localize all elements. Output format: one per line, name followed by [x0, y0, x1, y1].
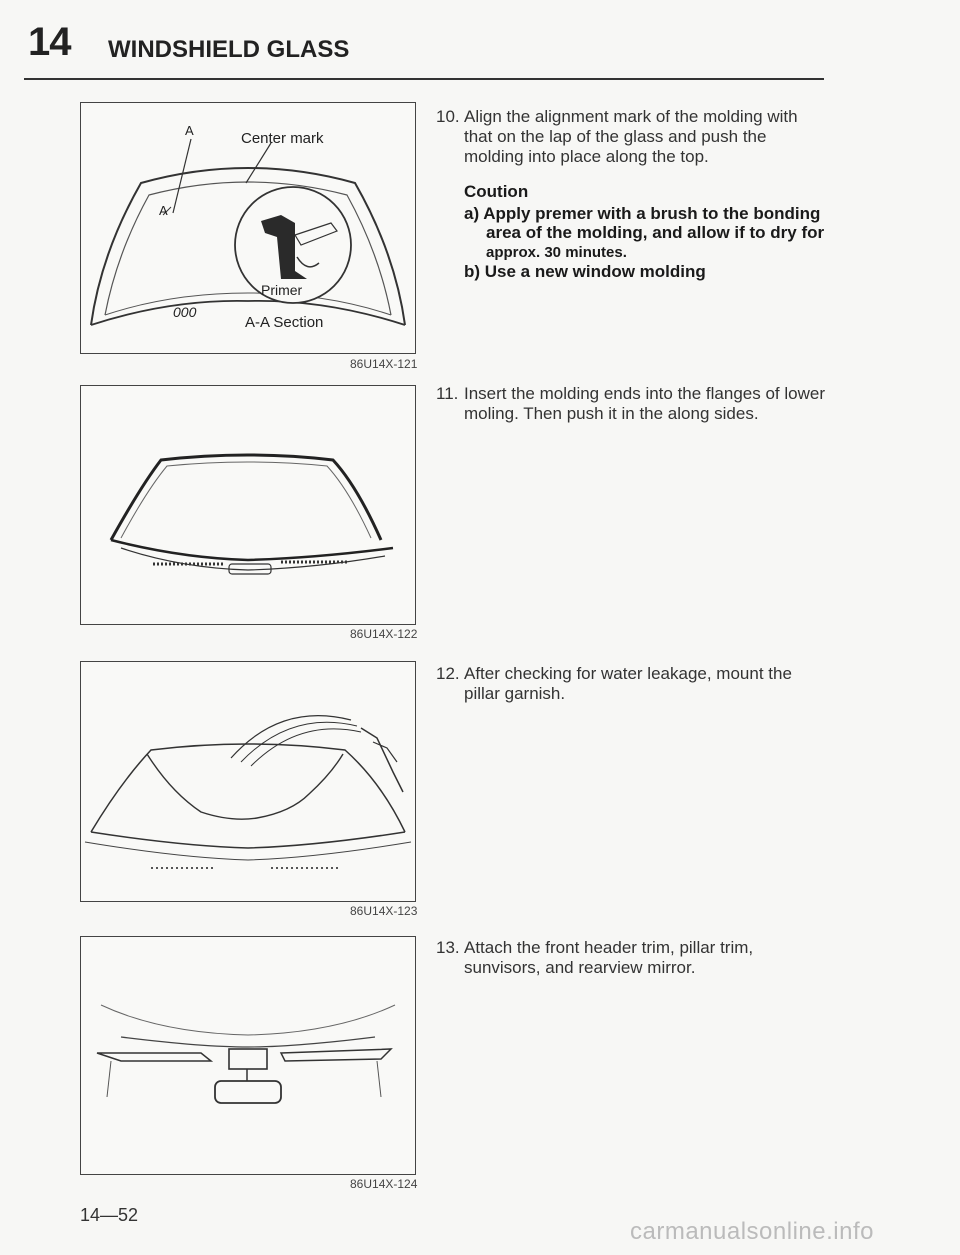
label-section: A-A Section: [245, 314, 324, 331]
figure-molding-ends: [80, 385, 416, 625]
step-text: Insert the molding ends into the flanges of lower moling. Then push it in the along sides.: [464, 384, 825, 423]
caution-title: Coution: [464, 182, 529, 201]
rearview-mirror-drawing: [81, 937, 415, 1174]
step-text: Align the alignment mark of the molding with that on the lap of the glass and push the molding into place along the top.: [464, 107, 798, 166]
windshield-molding-drawing: [81, 386, 415, 624]
caution-item-a: [464, 204, 834, 262]
section-number: 14: [28, 20, 71, 64]
figure-code: 86U14X-123: [350, 904, 418, 918]
figure-water-leak-check: [80, 661, 416, 902]
water-spray-drawing: [81, 662, 415, 901]
label-primer: Primer: [261, 282, 303, 298]
watermark: carmanualsonline.info: [630, 1218, 874, 1245]
step-number: 11.: [436, 384, 459, 403]
caution-item-a-tail: approx. 30 minutes.: [486, 244, 627, 261]
step-text: Attach the front header trim, pillar trim, sunvisors, and rearview mirror.: [464, 938, 754, 977]
step-number: 13.: [436, 938, 460, 957]
windshield-section-drawing: [81, 103, 415, 353]
page-header: [24, 18, 824, 80]
figure-interior-trim: [80, 936, 416, 1175]
figure-code: 86U14X-124: [350, 1177, 418, 1191]
label-a-side: A: [159, 203, 168, 218]
step-11: [436, 384, 828, 424]
page-number: 14—52: [80, 1205, 139, 1225]
label-center-mark: Center mark: [241, 130, 324, 147]
caution-item-b: b) Use a new window molding: [464, 262, 706, 281]
caution-item-a-text: a) Apply premer with a brush to the bonding area of the molding, and allow if to dry for: [464, 204, 825, 242]
step-number: 12.: [436, 664, 460, 683]
label-molding-mark: 000: [173, 304, 197, 320]
figure-molding-alignment: [80, 102, 416, 354]
step-13: [436, 938, 828, 978]
figure-code: 86U14X-121: [350, 357, 418, 371]
step-number: 10.: [436, 107, 460, 126]
step-text: After checking for water leakage, mount the pillar garnish.: [464, 664, 792, 703]
caution-block: [464, 182, 834, 281]
figure-code: 86U14X-122: [350, 627, 418, 641]
label-a-top: A: [185, 123, 194, 138]
step-12: [436, 664, 828, 704]
section-title: WINDSHIELD GLASS: [108, 36, 350, 63]
step-10: [436, 107, 828, 167]
